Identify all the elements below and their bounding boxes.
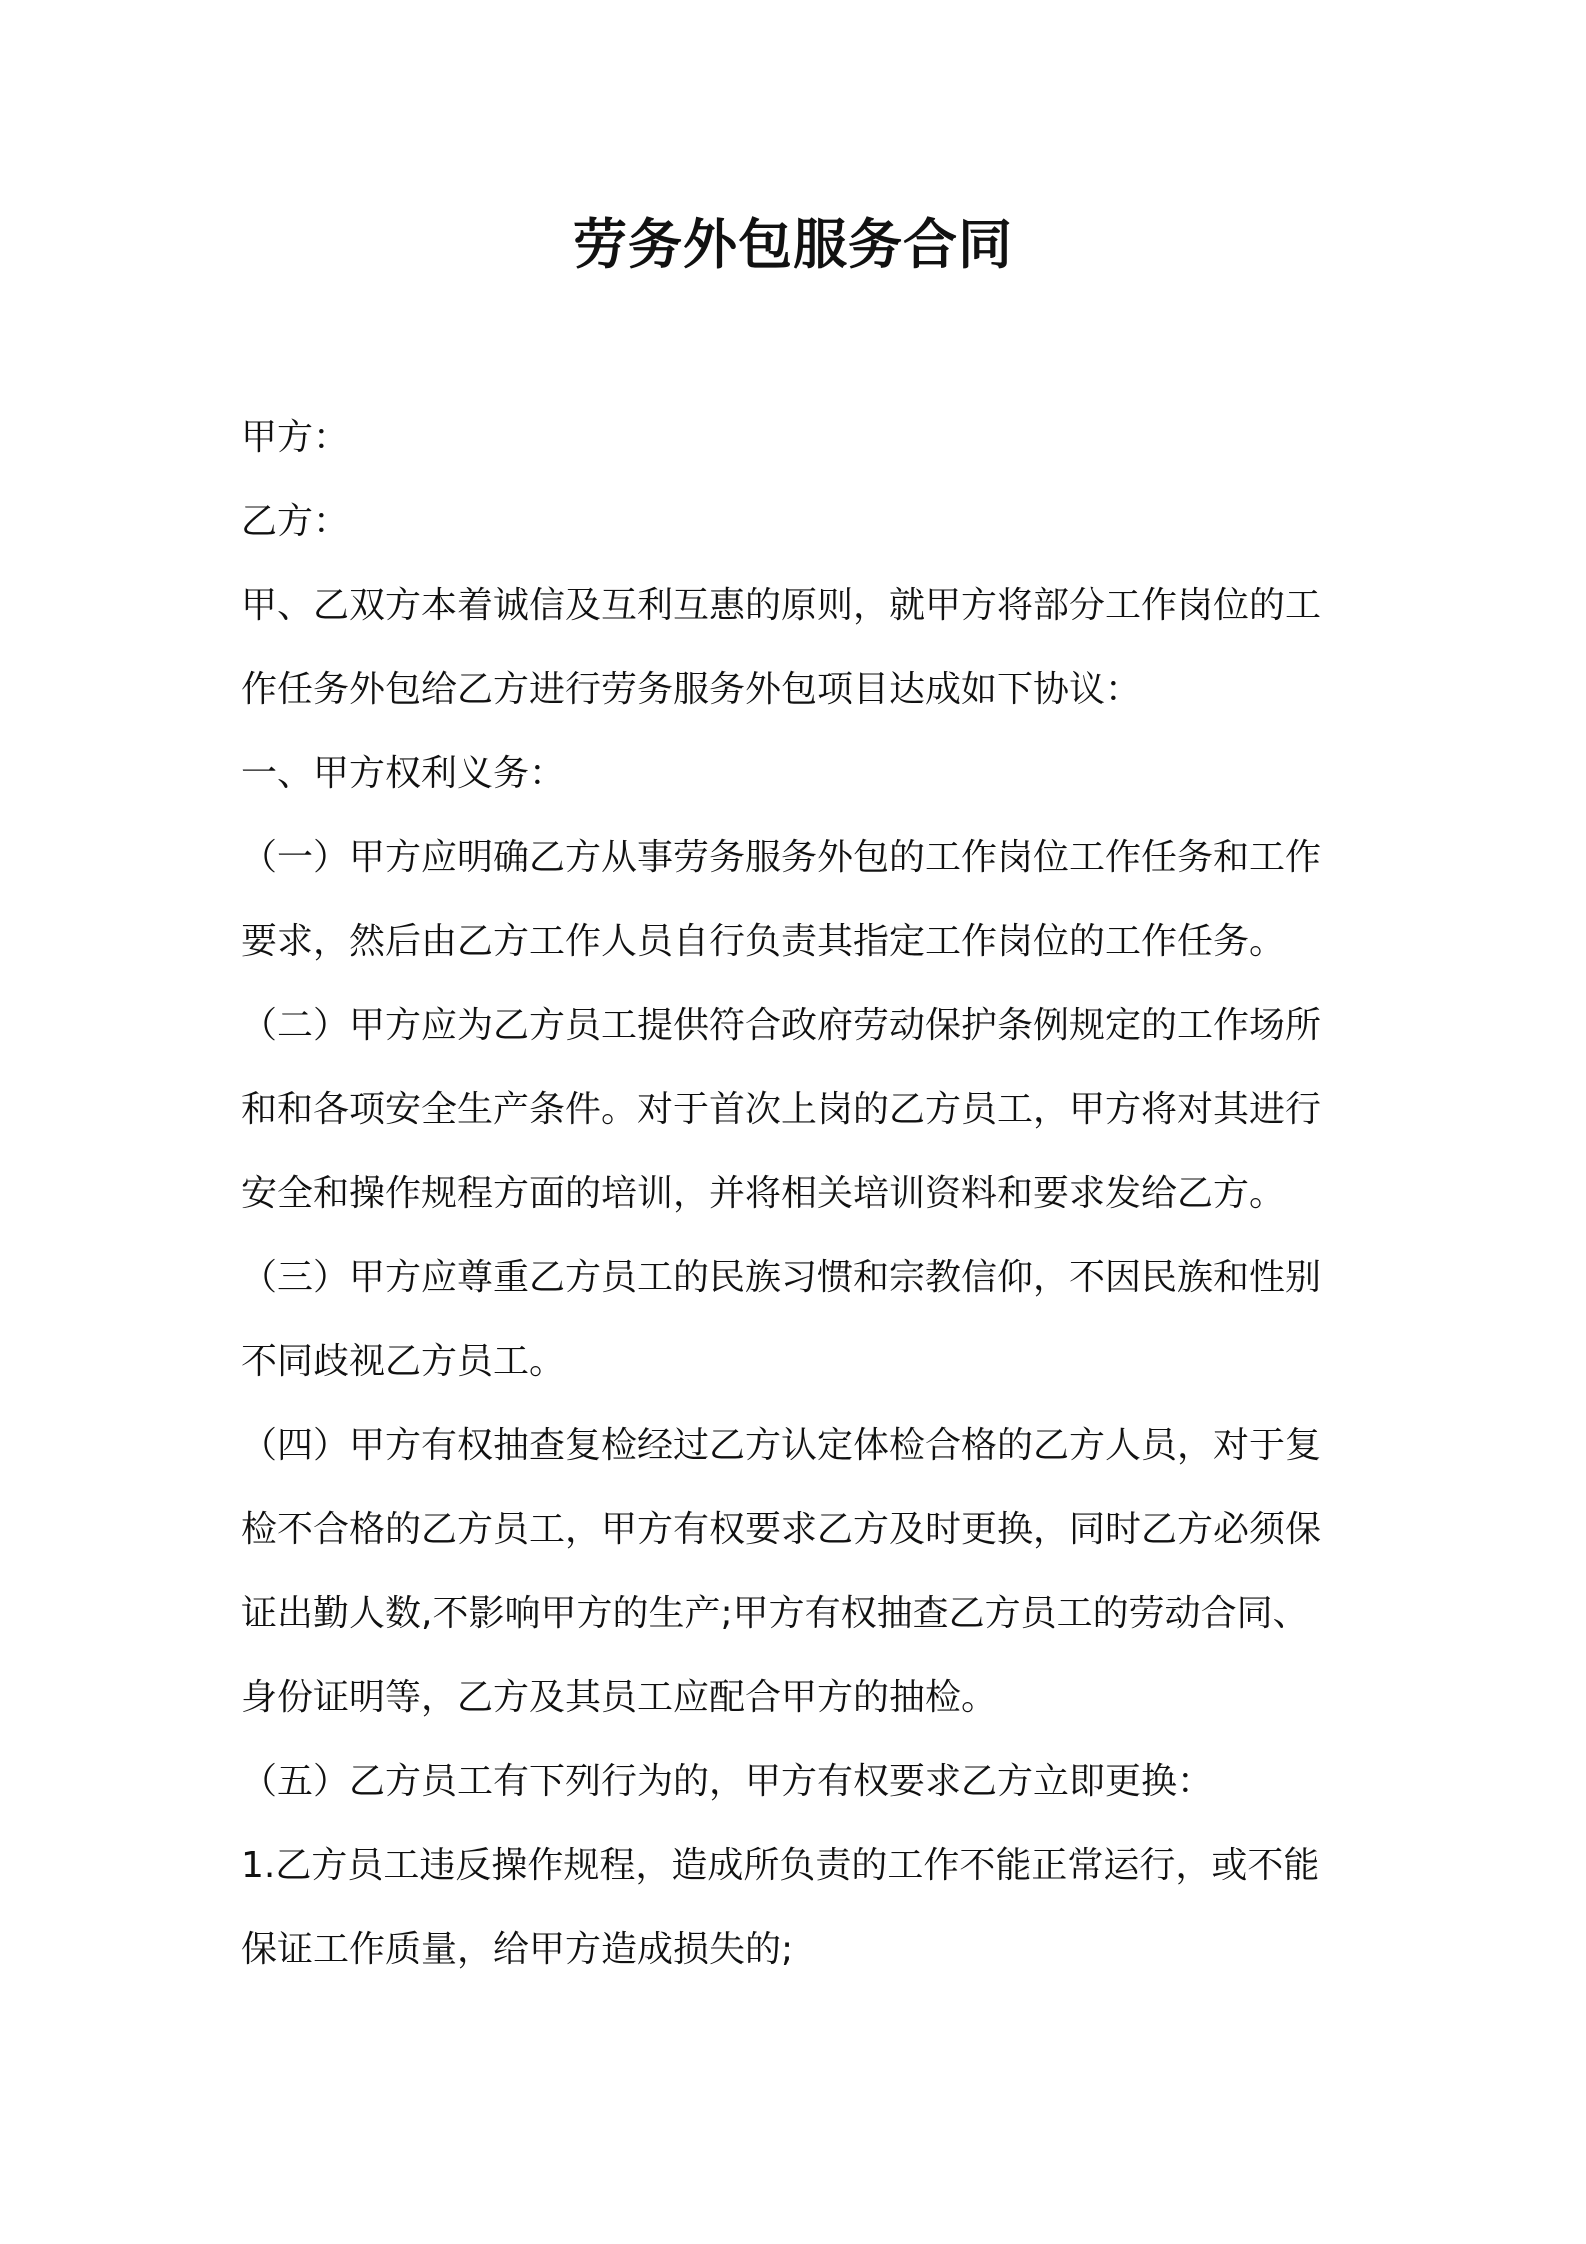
- clause-3-line-2: 不同歧视乙方员工。: [241, 1341, 566, 1382]
- clause-4-line-1: （四）甲方有权抽查复检经过乙方认定体检合格的乙方人员，对于复: [241, 1425, 1322, 1466]
- clause-2-line-3: 安全和操作规程方面的培训，并将相关培训资料和要求发给乙方。: [241, 1173, 1286, 1214]
- party-a-line: 甲方：: [241, 417, 350, 458]
- clause-2-line-1: （二）甲方应为乙方员工提供符合政府劳动保护条例规定的工作场所: [241, 1005, 1322, 1046]
- contract-title: 劳务外包服务合同: [573, 213, 1013, 276]
- clause-5-line-1: （五）乙方员工有下列行为的，甲方有权要求乙方立即更换：: [241, 1761, 1214, 1802]
- clause-4-line-4: 身份证明等，乙方及其员工应配合甲方的抽检。: [241, 1677, 998, 1718]
- clause-2-line-2: 和和各项安全生产条件。对于首次上岗的乙方员工，甲方将对其进行: [241, 1089, 1322, 1130]
- clause-3-line-1: （三）甲方应尊重乙方员工的民族习惯和宗教信仰，不因民族和性别: [241, 1257, 1322, 1298]
- contract-body: [241, 396, 1361, 1992]
- preamble-line-2: 作任务外包给乙方进行劳务服务外包项目达成如下协议：: [241, 669, 1142, 710]
- clause-1-line-1: （一）甲方应明确乙方从事劳务服务外包的工作岗位工作任务和工作: [241, 837, 1322, 878]
- clause-4-line-2: 检不合格的乙方员工，甲方有权要求乙方及时更换，同时乙方必须保: [241, 1509, 1322, 1550]
- clause-1-line-2: 要求，然后由乙方工作人员自行负责其指定工作岗位的工作任务。: [241, 921, 1286, 962]
- party-b-line: 乙方：: [241, 501, 350, 542]
- clause-4-line-3: 证出勤人数,不影响甲方的生产;甲方有权抽查乙方员工的劳动合同、: [241, 1593, 1309, 1634]
- section-heading-party-a: 一、甲方权利义务：: [241, 753, 566, 794]
- clause-5-item-1-line-1: 1.乙方员工违反操作规程，造成所负责的工作不能正常运行，或不能: [241, 1845, 1320, 1886]
- clause-5-item-1-line-2: 保证工作质量，给甲方造成损失的;: [241, 1929, 794, 1970]
- preamble-line-1: 甲、乙双方本着诚信及互利互惠的原则，就甲方将部分工作岗位的工: [241, 585, 1322, 626]
